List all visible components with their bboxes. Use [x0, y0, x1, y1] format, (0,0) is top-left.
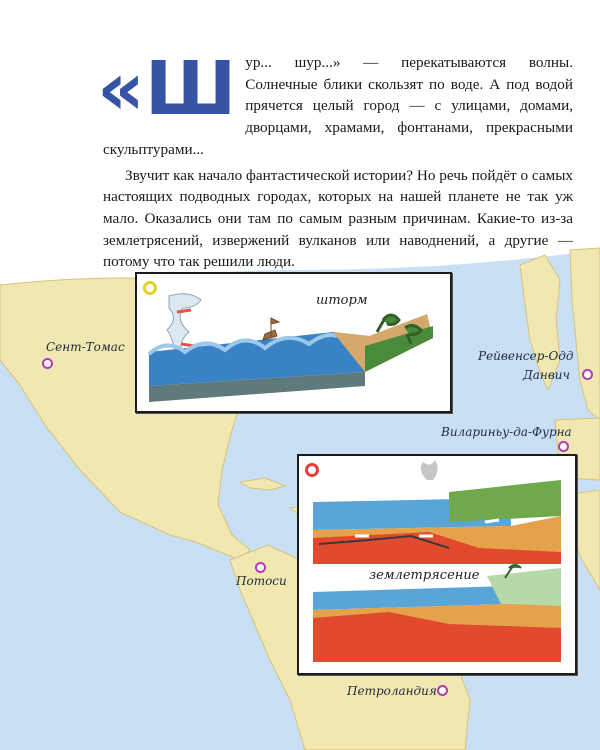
label-danvich: Данвич [523, 368, 570, 382]
storm-caption: шторм [316, 293, 368, 308]
paragraph-1: ур... шур...» — перекатываются волны. Солнечные блики скользят по воде. А под водой прячется целый город — с улицами, домами, дворцами, храмами, фонтанами, прекрасными скульптурами... [103, 54, 573, 158]
map-marker-petrolandia [437, 685, 448, 696]
plate-arrow-icon-3 [485, 520, 499, 522]
label-reivenser-odd: Рейвенсер-Одд [478, 349, 574, 363]
dropcap-quote: « [97, 46, 145, 132]
map-marker-vilarinyu [558, 441, 569, 452]
label-petrolandia: Петроландия [347, 684, 437, 698]
dropcap [97, 46, 237, 132]
label-vilarinyu-da-furna: Вилариньу-да-Фурна [441, 425, 572, 439]
map-marker-sent-tomas [42, 358, 53, 369]
label-sent-tomas: Сент-Томас [46, 340, 125, 354]
paragraph-2: Звучит как начало фантастической истории? Но речь пойдёт о самых настоящих подводных городах, которых на нашей планете не так уж мало. Оказались они там по самым разным причинам. Какие-то из-за землетрясений, извержений вулканов или наводнений, а другие — потому что так решили люди. [103, 166, 573, 271]
dropcap-letter: Ш [144, 46, 237, 132]
map-marker-potosi [255, 562, 266, 573]
wind-arrow-icon [177, 310, 191, 312]
quake-land-top [449, 480, 561, 522]
label-potosi: Потоси [236, 574, 287, 588]
article-text [97, 46, 573, 273]
earthquake-illustration [299, 456, 575, 673]
eruption-cloud-icon [421, 460, 438, 480]
boat-icon [263, 318, 279, 340]
map-marker-danvich [582, 369, 593, 380]
earthquake-caption: землетрясение [369, 568, 480, 583]
storm-illustration [137, 274, 450, 411]
storm-panel [135, 272, 452, 413]
earthquake-panel [297, 454, 577, 675]
